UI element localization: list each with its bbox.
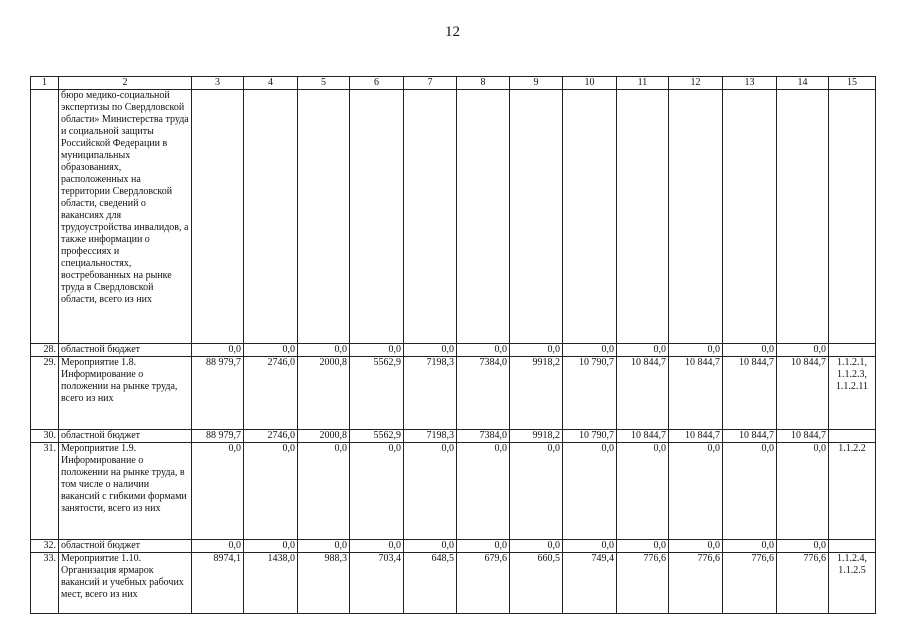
column-header: 6 — [350, 77, 404, 90]
column-header: 15 — [829, 77, 876, 90]
value-cell: 0,0 — [617, 443, 669, 540]
value-cell — [510, 90, 563, 344]
column-header: 2 — [59, 77, 192, 90]
value-cell: 749,4 — [563, 553, 617, 614]
value-cell: 0,0 — [404, 344, 457, 357]
value-cell: 2000,8 — [298, 430, 350, 443]
value-cell: 703,4 — [350, 553, 404, 614]
value-cell: 776,6 — [723, 553, 777, 614]
value-cell: 2000,8 — [298, 357, 350, 430]
value-cell — [192, 90, 244, 344]
value-cell: 0,0 — [510, 443, 563, 540]
column-header: 13 — [723, 77, 777, 90]
value-cell: 0,0 — [244, 443, 298, 540]
value-cell: 10 844,7 — [723, 430, 777, 443]
value-cell: 5562,9 — [350, 357, 404, 430]
row-description: Мероприятие 1.10. Организация ярмарок вакансий и учебных рабочих мест, всего из них — [59, 553, 192, 614]
column-header: 8 — [457, 77, 510, 90]
value-cell: 0,0 — [298, 540, 350, 553]
row-number — [31, 90, 59, 344]
target-ref — [829, 90, 876, 344]
value-cell: 776,6 — [617, 553, 669, 614]
column-header: 3 — [192, 77, 244, 90]
value-cell: 88 979,7 — [192, 430, 244, 443]
value-cell: 88 979,7 — [192, 357, 244, 430]
row-description: Мероприятие 1.8. Информирование о положении на рынке труда, всего из них — [59, 357, 192, 430]
program-table — [30, 76, 876, 614]
row-description: областной бюджет — [59, 540, 192, 553]
table-row — [31, 443, 876, 540]
value-cell: 0,0 — [617, 540, 669, 553]
value-cell — [244, 90, 298, 344]
column-header: 5 — [298, 77, 350, 90]
target-ref — [829, 344, 876, 357]
value-cell: 10 844,7 — [669, 357, 723, 430]
value-cell: 9918,2 — [510, 430, 563, 443]
value-cell: 2746,0 — [244, 357, 298, 430]
page-number: 12 — [445, 24, 460, 40]
value-cell: 0,0 — [723, 443, 777, 540]
value-cell: 0,0 — [777, 443, 829, 540]
value-cell: 7198,3 — [404, 430, 457, 443]
value-cell: 0,0 — [510, 344, 563, 357]
row-description: областной бюджет — [59, 344, 192, 357]
value-cell — [457, 90, 510, 344]
target-ref — [829, 430, 876, 443]
value-cell: 0,0 — [563, 344, 617, 357]
value-cell: 9918,2 — [510, 357, 563, 430]
header-row — [31, 77, 876, 90]
value-cell: 776,6 — [777, 553, 829, 614]
value-cell: 0,0 — [669, 443, 723, 540]
value-cell: 0,0 — [350, 443, 404, 540]
value-cell: 0,0 — [777, 344, 829, 357]
value-cell: 0,0 — [563, 443, 617, 540]
value-cell: 0,0 — [669, 344, 723, 357]
value-cell: 0,0 — [723, 540, 777, 553]
row-number: 30. — [31, 430, 59, 443]
row-number: 33. — [31, 553, 59, 614]
value-cell — [298, 90, 350, 344]
value-cell: 10 790,7 — [563, 430, 617, 443]
value-cell: 0,0 — [244, 540, 298, 553]
value-cell: 0,0 — [192, 540, 244, 553]
value-cell: 660,5 — [510, 553, 563, 614]
value-cell: 7384,0 — [457, 430, 510, 443]
value-cell: 0,0 — [617, 344, 669, 357]
row-number: 29. — [31, 357, 59, 430]
value-cell: 0,0 — [192, 443, 244, 540]
value-cell: 0,0 — [457, 344, 510, 357]
value-cell: 7384,0 — [457, 357, 510, 430]
table-row — [31, 540, 876, 553]
row-description: областной бюджет — [59, 430, 192, 443]
target-ref — [829, 540, 876, 553]
value-cell: 0,0 — [510, 540, 563, 553]
value-cell: 0,0 — [350, 540, 404, 553]
table-row — [31, 553, 876, 614]
value-cell: 2746,0 — [244, 430, 298, 443]
value-cell — [404, 90, 457, 344]
value-cell — [563, 90, 617, 344]
value-cell: 10 844,7 — [617, 430, 669, 443]
value-cell — [669, 90, 723, 344]
target-ref: 1.1.2.1, 1.1.2.3, 1.1.2.11 — [829, 357, 876, 430]
value-cell — [723, 90, 777, 344]
value-cell: 0,0 — [192, 344, 244, 357]
value-cell: 0,0 — [244, 344, 298, 357]
table-row — [31, 344, 876, 357]
value-cell: 10 844,7 — [617, 357, 669, 430]
value-cell: 679,6 — [457, 553, 510, 614]
value-cell: 10 844,7 — [723, 357, 777, 430]
value-cell: 648,5 — [404, 553, 457, 614]
value-cell: 10 844,7 — [777, 430, 829, 443]
table-row — [31, 90, 876, 344]
value-cell: 0,0 — [298, 344, 350, 357]
value-cell: 0,0 — [563, 540, 617, 553]
value-cell: 0,0 — [457, 540, 510, 553]
value-cell: 10 844,7 — [777, 357, 829, 430]
column-header: 14 — [777, 77, 829, 90]
value-cell — [617, 90, 669, 344]
row-description: бюро медико-социальной экспертизы по Свердловской области» Министерства труда и социальной защиты Российской Федерации в муниципальных образованиях, расположенных на территории Свердловской области, сведений о вакансиях для трудоустройства инвалидов, а также информации о профессиях и специальностях, востребованных на рынке труда в Свердловской области, всего из них — [59, 90, 192, 344]
table-row — [31, 430, 876, 443]
column-header: 12 — [669, 77, 723, 90]
value-cell: 5562,9 — [350, 430, 404, 443]
value-cell: 0,0 — [777, 540, 829, 553]
row-description: Мероприятие 1.9. Информирование о положении на рынке труда, в том числе о наличии вакансий с гибкими формами занятости, всего из них — [59, 443, 192, 540]
value-cell: 988,3 — [298, 553, 350, 614]
value-cell: 0,0 — [723, 344, 777, 357]
value-cell: 0,0 — [298, 443, 350, 540]
value-cell: 0,0 — [669, 540, 723, 553]
value-cell — [777, 90, 829, 344]
table-row — [31, 357, 876, 430]
row-number: 32. — [31, 540, 59, 553]
value-cell — [350, 90, 404, 344]
column-header: 9 — [510, 77, 563, 90]
value-cell: 0,0 — [404, 443, 457, 540]
column-header: 7 — [404, 77, 457, 90]
value-cell: 1438,0 — [244, 553, 298, 614]
value-cell: 10 790,7 — [563, 357, 617, 430]
value-cell: 10 844,7 — [669, 430, 723, 443]
target-ref: 1.1.2.2 — [829, 443, 876, 540]
value-cell: 0,0 — [457, 443, 510, 540]
value-cell: 8974,1 — [192, 553, 244, 614]
column-header: 11 — [617, 77, 669, 90]
row-number: 28. — [31, 344, 59, 357]
target-ref: 1.1.2.4, 1.1.2.5 — [829, 553, 876, 614]
column-header: 4 — [244, 77, 298, 90]
column-header: 1 — [31, 77, 59, 90]
value-cell: 776,6 — [669, 553, 723, 614]
value-cell: 0,0 — [404, 540, 457, 553]
column-header: 10 — [563, 77, 617, 90]
value-cell: 0,0 — [350, 344, 404, 357]
row-number: 31. — [31, 443, 59, 540]
value-cell: 7198,3 — [404, 357, 457, 430]
